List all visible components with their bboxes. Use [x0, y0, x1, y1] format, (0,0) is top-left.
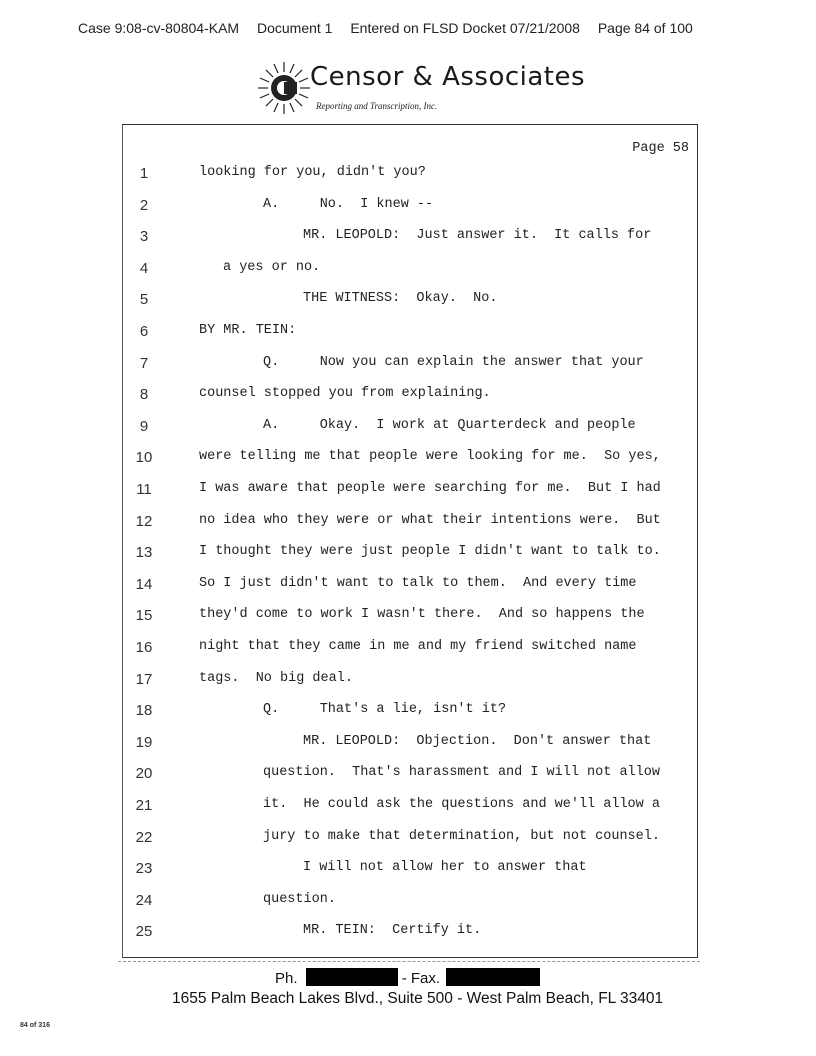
company-logo: [254, 58, 586, 118]
line-number: 7: [139, 354, 149, 372]
line-number: 18: [135, 702, 153, 720]
line-text: they'd come to work I wasn't there. And so happens the: [199, 607, 645, 623]
transcript-line: [123, 323, 697, 353]
line-number: 22: [135, 828, 153, 846]
transcript-line: [123, 481, 697, 511]
line-text: BY MR. TEIN:: [199, 323, 297, 338]
transcript-line: [123, 386, 697, 416]
page-count: Page 84 of 100: [597, 20, 693, 36]
line-text: I was aware that people were searching for me. But I had: [199, 481, 661, 496]
company-tagline: Reporting and Transcription, Inc.: [316, 101, 438, 111]
document-number: Document 1: [256, 20, 333, 36]
line-number: 21: [135, 797, 153, 814]
line-number: 12: [135, 512, 153, 530]
line-text: So I just didn't want to talk to them. And every time: [199, 575, 637, 591]
footer-divider: [118, 961, 700, 962]
transcript-line: [123, 197, 697, 227]
line-text: I will not allow her to answer that: [303, 860, 587, 876]
line-number: 16: [135, 639, 153, 656]
line-text: were telling me that people were looking for me. So yes,: [199, 449, 661, 465]
phone-label: Ph.: [275, 970, 298, 987]
line-number: 4: [139, 259, 149, 277]
line-text: a yes or no.: [223, 259, 321, 275]
transcript-line: [123, 228, 697, 258]
line-text: THE WITNESS: Okay. No.: [303, 291, 498, 307]
line-number: 19: [135, 733, 153, 751]
line-text: MR. LEOPOLD: Just answer it. It calls for: [303, 228, 652, 244]
transcript-line: [123, 734, 697, 764]
transcript-line: [123, 165, 697, 195]
line-text: question.: [263, 891, 336, 907]
line-number: 9: [139, 417, 149, 435]
line-number: 25: [135, 923, 153, 941]
line-text: question. That's harassment and I will not allow: [263, 765, 660, 781]
bates-stamp: 84 of 316: [20, 1022, 50, 1029]
line-text: MR. TEIN: Certify it.: [303, 923, 482, 939]
line-number: 2: [139, 196, 149, 214]
redacted-phone: [306, 968, 398, 986]
transcript-line: [123, 860, 697, 890]
line-number: 6: [139, 323, 149, 340]
line-number: 24: [135, 891, 153, 909]
company-name: Censor & Associates: [310, 62, 586, 92]
line-number: 1: [139, 165, 149, 182]
line-text: night that they came in me and my friend switched name: [199, 639, 637, 654]
case-number: Case 9:08-cv-80804-KAM: [78, 20, 240, 36]
transcript-line: [123, 544, 697, 574]
transcript-line: [123, 449, 697, 479]
line-number: 23: [135, 860, 153, 878]
line-text: A. Okay. I work at Quarterdeck and people: [263, 417, 636, 433]
line-number: 11: [136, 481, 152, 498]
line-number: 15: [135, 607, 153, 625]
line-text: Q. That's a lie, isn't it?: [263, 702, 507, 718]
line-text: A. No. I knew --: [263, 196, 434, 212]
line-text: it. He could ask the questions and we'll allow a: [263, 797, 660, 812]
transcript-line: [123, 513, 697, 543]
contact-line: [275, 968, 540, 987]
transcript-line: [123, 892, 697, 922]
office-address: 1655 Palm Beach Lakes Blvd., Suite 500 - West Palm Beach, FL 33401: [172, 990, 664, 1007]
docket-entry: Entered on FLSD Docket 07/21/2008: [350, 20, 580, 36]
sunburst-logo-icon: [254, 58, 314, 118]
fax-label: - Fax.: [401, 970, 441, 987]
transcript-line: [123, 923, 697, 953]
case-header: [78, 20, 693, 36]
line-text: counsel stopped you from explaining.: [199, 386, 491, 402]
line-number: 8: [139, 386, 149, 404]
transcript-page-number: Page 58: [632, 141, 689, 156]
line-number: 3: [139, 228, 149, 246]
transcript-line: [123, 765, 697, 795]
transcript-line: [123, 829, 697, 859]
line-text: looking for you, didn't you?: [199, 165, 426, 180]
transcript-line: [123, 639, 697, 669]
transcript-line: [123, 291, 697, 321]
transcript-line: [123, 355, 697, 385]
transcript-line: [123, 702, 697, 732]
line-number: 20: [135, 765, 153, 783]
line-number: 17: [135, 670, 153, 688]
line-text: no idea who they were or what their intentions were. But: [199, 512, 661, 528]
transcript-line: [123, 576, 697, 606]
line-text: tags. No big deal.: [199, 670, 353, 686]
line-text: MR. LEOPOLD: Objection. Don't answer that: [303, 733, 652, 749]
transcript-line: [123, 797, 697, 827]
line-text: Q. Now you can explain the answer that your: [263, 354, 644, 370]
line-text: jury to make that determination, but not counsel.: [263, 828, 660, 844]
redacted-fax: [446, 968, 540, 986]
line-number: 5: [139, 291, 149, 309]
transcript-line: [123, 260, 697, 290]
transcript-page: [122, 124, 698, 958]
transcript-line: [123, 607, 697, 637]
line-number: 13: [135, 544, 153, 562]
transcript-line: [123, 671, 697, 701]
line-number: 14: [135, 575, 153, 593]
line-number: 10: [135, 449, 153, 467]
transcript-line: [123, 418, 697, 448]
line-text: I thought they were just people I didn't want to talk to.: [199, 544, 661, 560]
